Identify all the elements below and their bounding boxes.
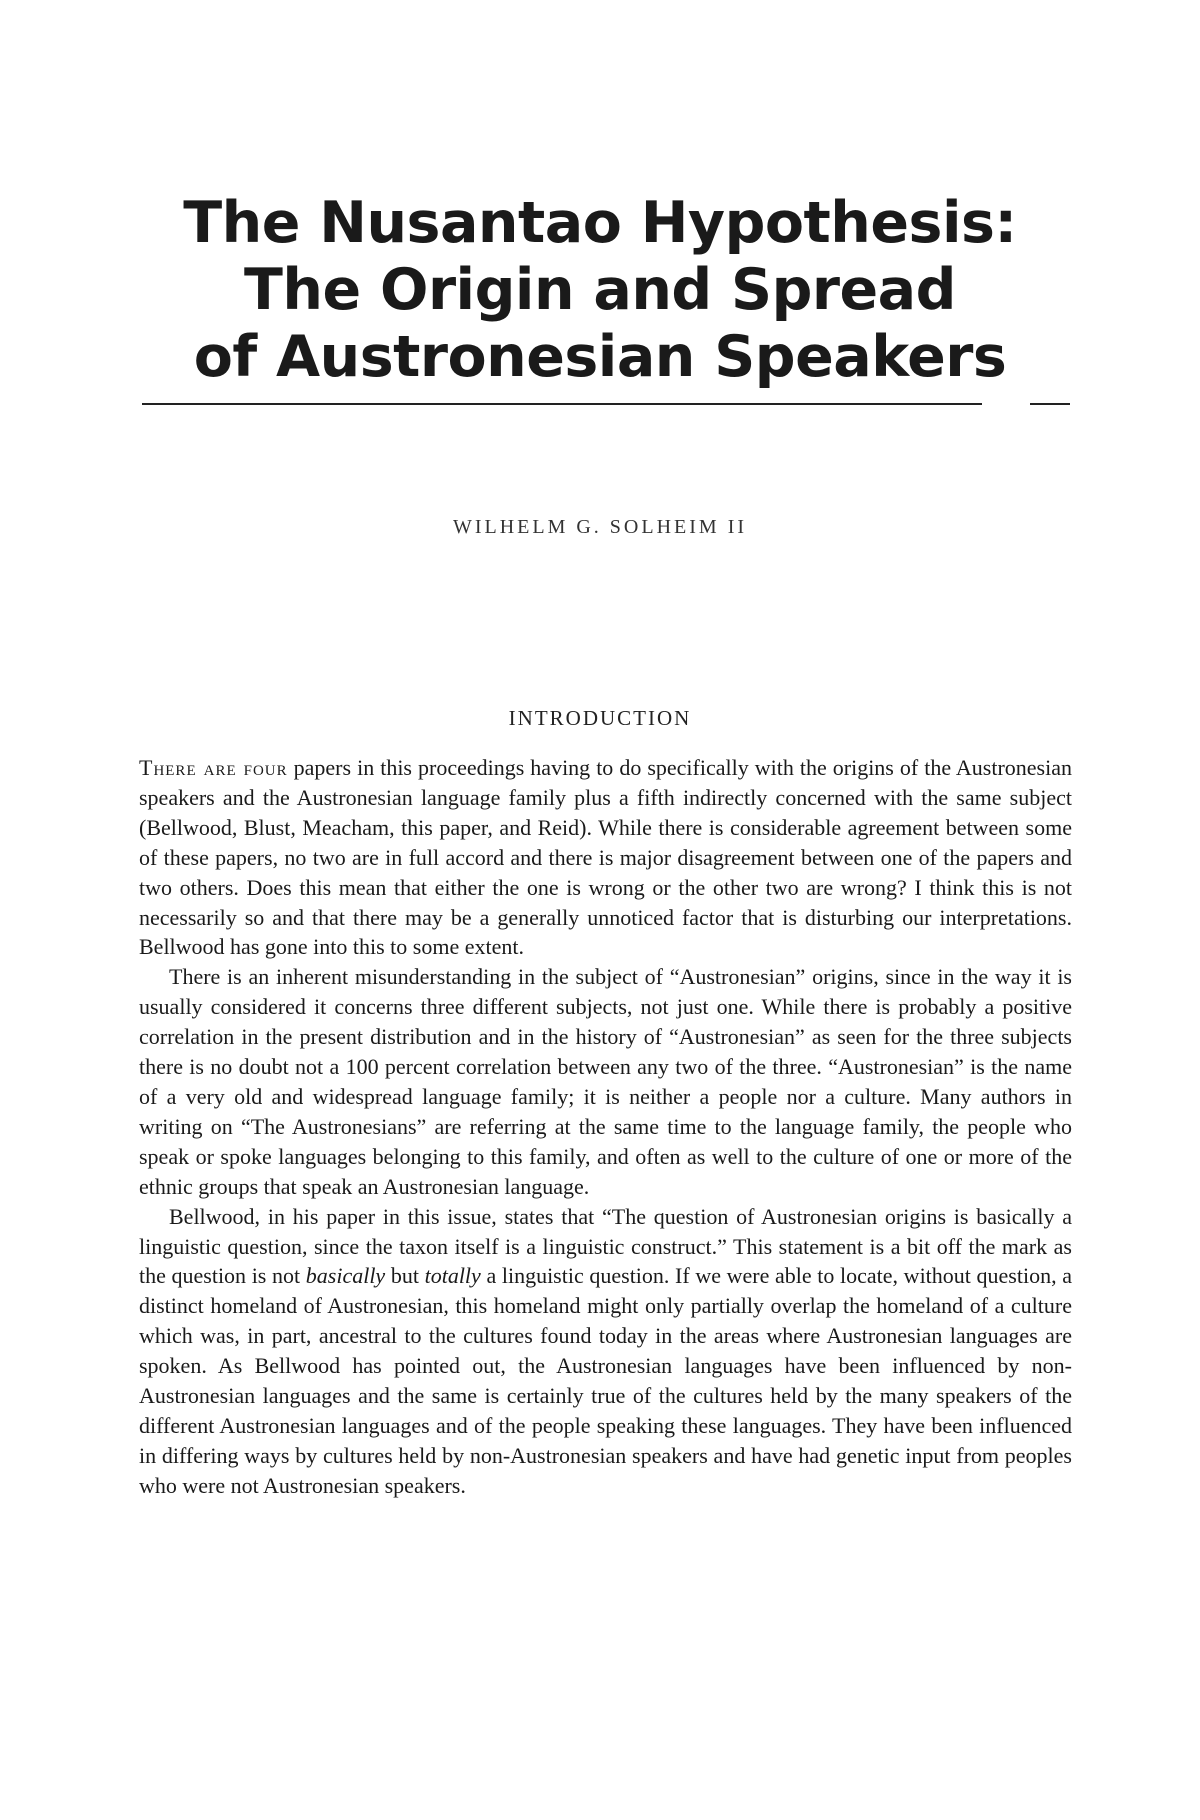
emphasis-basically: basically — [305, 1263, 386, 1289]
paragraph-2: There is an inherent misunderstanding in the subject of “Austronesian” origins, since in the way it is usually considered it concerns three different subjects, not just one. While there is probably a positive correlation in the present distribution and in the history of “Austronesian” as seen for the three subjects there is no doubt not a 100 percent correlation between any two of the three. “Austronesian” is the name of a very old and widespread language family; it is neither a people nor a culture. Many authors in writing on “The Austronesians” are referring at the same time to the language family, the people who speak or spoke languages belonging to this family, and often as well to the culture of one or more of the ethnic groups that speak an Austronesian language. — [139, 964, 1072, 1199]
title-rule-tail — [1030, 403, 1070, 405]
paragraph-3-part-2: but — [385, 1263, 425, 1289]
section-heading: INTRODUCTION — [508, 706, 692, 730]
article-body — [139, 753, 1072, 1501]
article-title — [140, 190, 1060, 391]
paragraph-3-part-1: Bellwood, in his paper in this issue, states that “The question of Austronesian origins is basically a linguistic question, since the taxon itself is a linguistic construct.” This statement is a bit off the mark as the question is not — [139, 1203, 1072, 1289]
paragraph-1-text: papers in this proceedings having to do specifically with the origins of the Austronesian speakers and the Austronesian language family plus a fifth indirectly concerned with the same subject (Bellwood, Blust, Meacham, this paper, and Reid). While there is considerable agreement between some of these papers, no two are in full accord and there is major disagreement between one of the papers and two others. Does this mean that either the one is wrong or the other two are wrong? I think this is not necessarily so and that there may be a generally unnoticed factor that is disturbing our interpretations. Bellwood has gone into this to some extent. — [139, 755, 1072, 960]
title-rule — [142, 403, 982, 405]
title-line-1: The Nusantao Hypothesis: — [183, 190, 1017, 256]
paragraph-3 — [139, 1202, 1072, 1501]
lead-in-smallcaps: There are four — [139, 755, 288, 780]
paragraph-3-part-3: a linguistic question. If we were able to locate, without question, a distinct homeland of Austronesian, this homeland might only partially overlap the homeland of a culture which was, in part, ancestral to the cultures found today in the areas where Austronesian languages are spoken. As Bellwood has pointed out, the Austronesian languages have been influenced by non-Austronesian languages and the same is certainly true of the cultures held by the many speakers of the different Austronesian languages and of the people speaking these languages. They have been influenced in differing ways by cultures held by non-Austronesian speakers and have had genetic input from peoples who were not Austronesian speakers. — [139, 1263, 1072, 1498]
paragraph-1 — [139, 753, 1072, 962]
author-name: WILHELM G. SOLHEIM II — [452, 516, 748, 538]
title-line-3: of Austronesian Speakers — [193, 324, 1007, 390]
title-line-2: The Origin and Spread — [244, 257, 956, 323]
emphasis-totally: totally — [424, 1263, 481, 1289]
